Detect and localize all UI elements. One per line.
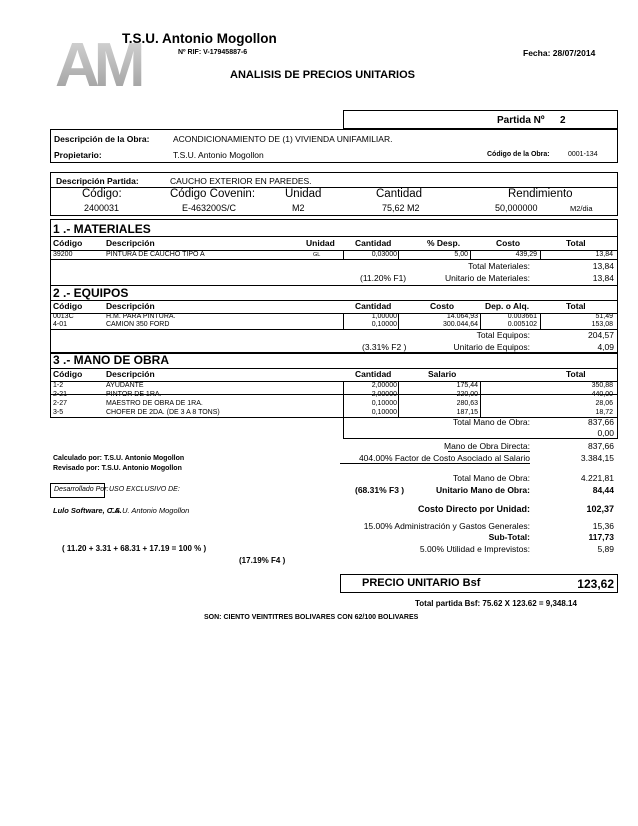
mat-row-total: 13,84 (595, 251, 613, 258)
mo-row-desc: PINTOR DE 1RA. (106, 391, 162, 398)
summary-rend-unit: M2/dia (570, 204, 593, 213)
mat-row-cantidad: 0,03000 (371, 251, 397, 258)
mat-row-line (50, 259, 618, 260)
mo-col-sep-left (50, 381, 51, 417)
mo-unit-value: 84,44 (592, 485, 614, 495)
mat-total-label: Total Materiales: (468, 261, 530, 271)
eq-col-desc: Descripción (106, 301, 155, 311)
rif: Nº RIF: V-17945887-6 (178, 49, 248, 56)
eq-row-costo: 300.044,64 (442, 321, 478, 328)
eq-col-sep-4 (540, 314, 541, 329)
mo-row-codigo: 2-27 (53, 400, 68, 407)
propietario-value: T.S.U. Antonio Mogollon (173, 150, 264, 160)
eq-pct: (3.31% F2 ) (362, 342, 407, 352)
summary-rendimiento: 50,000000 (495, 203, 538, 213)
summary-covenin: E-463200S/C (182, 203, 237, 213)
admin-label: 15.00% Administración y Gastos Generales: (363, 521, 530, 531)
mo-col-sep-2 (398, 381, 399, 417)
mo-factor-underline (340, 463, 530, 464)
eq-col-total: Total (566, 301, 586, 311)
f4-pct: (17.19% F4 ) (239, 556, 286, 565)
mat-row-unidad: GL (313, 252, 321, 258)
mo-zero-value: 0,00 (597, 428, 614, 438)
eq-row-total: 153,08 (591, 321, 613, 328)
directo-value: 102,37 (586, 504, 614, 514)
mo-row-cantidad: 2,00000 (371, 391, 397, 398)
mat-col-unidad: Unidad (306, 238, 335, 248)
company-name: T.S.U. Antonio Mogollon (122, 31, 277, 46)
mo-col-desc: Descripción (106, 369, 155, 379)
materiales-title: 1 .- MATERIALES (53, 222, 151, 236)
mo-row-total: 18,72 (595, 409, 613, 416)
eq-col-cantidad: Cantidad (355, 301, 392, 311)
eq-row-dep: 0.005102 (507, 321, 537, 328)
mo-row-desc: CHOFER DE 2DA. (DE 3 A 8 TONS) (106, 409, 220, 416)
desc-partida-label: Descripción Partida: (56, 176, 139, 186)
mat-col-sep-1 (343, 251, 344, 259)
doc-title: ANALISIS DE PRECIOS UNITARIOS (230, 69, 415, 81)
subtotal-label: Sub-Total: (488, 532, 530, 542)
materiales-title-line (50, 236, 618, 237)
use-label: USO EXCLUSIVO DE: (109, 486, 180, 493)
subtotal-value: 117,73 (588, 532, 614, 542)
mo-row-codigo: 2-21 (53, 391, 68, 398)
dev-value: Lulo Software, C.A. (53, 506, 122, 515)
mo-total-label: Total Mano de Obra: (452, 417, 530, 427)
propietario-label: Propietario: (54, 150, 102, 160)
summary-header-cantidad: Cantidad (376, 188, 423, 200)
obra-desc-label: Descripción de la Obra: (54, 134, 150, 144)
summary-header-codigo: Código: (82, 188, 122, 200)
obra-desc-value: ACONDICIONAMIENTO DE (1) VIVIENDA UNIFAMILIAR. (173, 134, 393, 144)
mo-total2-value: 4.221,81 (580, 473, 614, 483)
mo-unit-label: Unitario Mano de Obra: (436, 485, 530, 495)
mo-row-total: 440,00 (591, 391, 613, 398)
summary-header-covenin: Código Covenin: (170, 188, 256, 200)
mo-factor-value: 3.384,15 (580, 453, 614, 463)
eq-col-codigo: Código (53, 301, 83, 311)
eq-row-total: 51,49 (595, 313, 613, 320)
use-value: T.S.U. Antonio Mogollon (109, 506, 190, 515)
svg-text:AM: AM (55, 31, 140, 100)
mo-row-cantidad: 0,10000 (371, 400, 397, 407)
summary-header-rendimiento: Rendimiento (508, 188, 573, 200)
mo-total2-label: Total Mano de Obra: (452, 473, 530, 483)
mo-col-total: Total (566, 369, 586, 379)
partida-label: Partida Nº (497, 115, 545, 126)
mo-row-total: 350,88 (591, 382, 613, 389)
eq-total-label: Total Equipos: (476, 330, 530, 340)
mat-unit-label: Unitario de Materiales: (444, 273, 530, 283)
eq-rows-line (50, 329, 618, 330)
eq-col-sep-3 (480, 314, 481, 329)
mo-directa-label: Mano de Obra Directa: (444, 441, 530, 451)
mat-col-codigo: Código (53, 238, 83, 248)
eq-row-dep: 0.003661 (507, 313, 537, 320)
mo-pct: (68.31% F3 ) (355, 485, 405, 495)
eq-col-dep: Dep. o Alq. (485, 301, 530, 311)
mat-total-value: 13,84 (592, 261, 614, 271)
eq-row-desc: H.M. PARA PINTURA. (106, 313, 176, 320)
util-label: 5.00% Utilidad e Imprevistos: (419, 544, 530, 554)
mo-row-codigo: 3-5 (53, 409, 64, 416)
mo-row-salario: 220,00 (456, 391, 478, 398)
mo-col-sep-3 (480, 381, 481, 417)
mano-title: 3 .- MANO DE OBRA (53, 353, 170, 367)
summary-codigo: 2400031 (84, 203, 120, 213)
mat-col-sep-3 (470, 251, 471, 259)
desc-partida-value: CAUCHO EXTERIOR EN PAREDES. (170, 176, 312, 186)
mat-col-sep-2 (398, 251, 399, 259)
mo-col-sep-1 (343, 381, 344, 417)
fecha: Fecha: 28/07/2014 (523, 48, 596, 58)
eq-row-cantidad: 1,00000 (371, 313, 397, 320)
eq-col-sep-2 (398, 314, 399, 329)
mat-col-total: Total (566, 238, 586, 248)
mat-row-costo: 439,29 (515, 251, 537, 258)
mo-directa-value: 837,66 (588, 441, 614, 451)
eq-row-cantidad: 0,10000 (371, 321, 397, 328)
precio-value: 123,62 (577, 577, 614, 591)
dev-label: Desarrollado Por: (54, 486, 109, 493)
eq-unit-value: 4,09 (597, 342, 614, 352)
mat-pct: (11.20% F1) (360, 273, 407, 283)
partida-total: Total partida Bsf: 75.62 X 123.62 = 9,348.14 (415, 599, 577, 608)
mat-col-costo: Costo (496, 238, 521, 248)
equipos-title: 2 .- EQUIPOS (53, 286, 129, 300)
eq-total-value: 204,57 (588, 330, 614, 340)
eq-row-codigo: 4-01 (53, 321, 68, 328)
mo-row-desc: AYUDANTE (106, 382, 144, 389)
mo-total-value: 837,66 (588, 417, 614, 427)
eq-row-codigo: 0013C (53, 313, 74, 320)
mo-row-codigo: 1-2 (53, 382, 64, 389)
mo-row-salario: 187,15 (456, 409, 478, 416)
mat-unit-value: 13,84 (592, 273, 614, 283)
obra-code-value: 0001-134 (568, 151, 598, 158)
eq-unit-label: Unitario de Equipos: (453, 342, 530, 352)
mat-row-codigo: 39200 (53, 251, 73, 258)
mo-row-cantidad: 0,10000 (371, 409, 397, 416)
admin-value: 15,36 (592, 521, 614, 531)
partida-number: 2 (560, 115, 566, 126)
mo-col-cantidad: Cantidad (355, 369, 392, 379)
directo-label: Costo Directo por Unidad: (418, 504, 530, 514)
calc-by: Calculado por: T.S.U. Antonio Mogollon (53, 455, 185, 462)
mo-col-sep-right (617, 381, 618, 417)
company-logo (55, 28, 140, 100)
mat-col-cantidad: Cantidad (355, 238, 392, 248)
summary-unidad: M2 (292, 203, 305, 213)
obra-code-label: Código de la Obra: (487, 151, 550, 158)
pct-formula: ( 11.20 + 3.31 + 68.31 + 17.19 = 100 % ) (62, 544, 207, 553)
mat-col-desp: % Desp. (427, 238, 461, 248)
mat-col-desc: Descripción (106, 238, 155, 248)
util-value: 5,89 (597, 544, 614, 554)
rev-by: Revisado por: T.S.U. Antonio Mogollon (53, 465, 182, 472)
mat-row-desc: PINTURA DE CAUCHO TIPO A (106, 251, 205, 258)
mo-directa-underline (448, 451, 530, 452)
eq-col-sep-1 (343, 314, 344, 329)
eq-row-costo: 14.064,93 (446, 313, 478, 320)
summary-cantidad: 75,62 M2 (382, 203, 420, 213)
mo-row-cantidad: 2,00000 (371, 382, 397, 389)
partida-box (343, 110, 618, 129)
mo-factor-label: 404.00% Factor de Costo Asociado al Salario (358, 453, 530, 463)
eq-row-desc: CAMION 350 FORD (106, 321, 170, 328)
mat-row-desp: 5,00 (454, 251, 468, 258)
precio-label: PRECIO UNITARIO Bsf (362, 577, 481, 589)
mo-row-desc: MAESTRO DE OBRA DE 1RA. (106, 400, 203, 407)
mo-col-salario: Salario (428, 369, 457, 379)
mo-row-total: 28,06 (595, 400, 613, 407)
summary-header-unidad: Unidad (285, 188, 322, 200)
mat-col-sep-4 (540, 251, 541, 259)
mo-col-codigo: Código (53, 369, 83, 379)
eq-col-costo: Costo (430, 301, 455, 311)
mo-row-salario: 175,44 (456, 382, 478, 389)
amount-in-words: SON: CIENTO VEINTITRES BOLIVARES CON 62/100 BOLIVARES (204, 614, 419, 621)
mo-row-salario: 280,63 (456, 400, 478, 407)
